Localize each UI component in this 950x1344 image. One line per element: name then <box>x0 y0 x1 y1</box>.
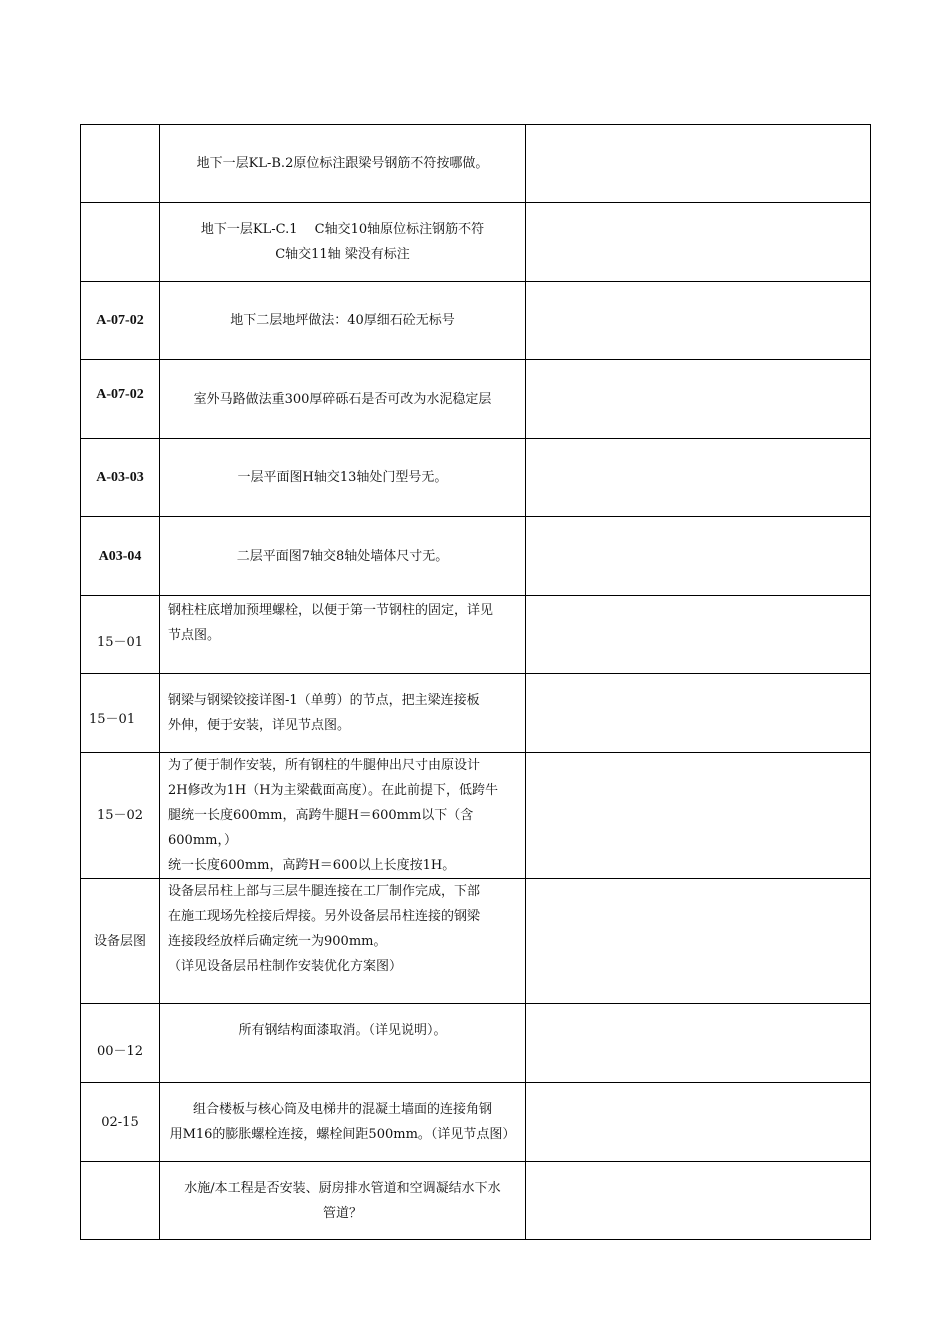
table-row <box>81 439 871 517</box>
issue-description-cell <box>160 879 526 1004</box>
description-line: C轴交11轴 梁没有标注 <box>275 247 410 262</box>
drawing-number-cell: 设备层图 <box>81 879 160 1004</box>
drawing-number-cell <box>81 1162 160 1240</box>
response-cell <box>526 517 871 596</box>
description-line: 统一长度600mm，高跨H＝600以上长度按1H。 <box>168 858 456 873</box>
description-line: 在施工现场先栓接后焊接。另外设备层吊柱连接的钢梁 <box>168 909 481 924</box>
drawing-number-cell: 02-15 <box>81 1083 160 1162</box>
response-cell <box>526 1162 871 1240</box>
response-cell <box>526 203 871 282</box>
description-line: 水施/本工程是否安装、厨房排水管道和空调凝结水下水 <box>184 1180 501 1196</box>
issue-description-cell <box>160 753 526 879</box>
issue-description-cell <box>160 203 526 282</box>
description-line: 2H修改为1H（H为主梁截面高度）。在此前提下，低跨牛 <box>168 783 499 798</box>
issue-description-cell <box>160 360 526 439</box>
table-row <box>81 1162 871 1240</box>
table-row <box>81 517 871 596</box>
response-cell <box>526 674 871 753</box>
drawing-number-cell: A03-04 <box>81 517 160 596</box>
description-line: 二层平面图7轴交8轴处墙体尺寸无。 <box>236 548 449 564</box>
issue-description-cell <box>160 517 526 596</box>
table-row <box>81 125 871 203</box>
issue-description-cell <box>160 1004 526 1083</box>
drawing-number-cell: 15－01 <box>81 674 160 753</box>
description-line: 所有钢结构面漆取消。（详见说明）。 <box>238 1023 447 1038</box>
description-line: 用M16的膨胀螺栓连接，螺栓间距500mm。（详见节点图） <box>169 1127 516 1142</box>
issue-description-cell <box>160 596 526 674</box>
drawing-number-cell: 00－12 <box>81 1004 160 1083</box>
description-line: 连接段经放样后确定统一为900mm。 <box>168 934 387 949</box>
response-cell <box>526 439 871 517</box>
issue-description-cell <box>160 125 526 203</box>
response-cell <box>526 1083 871 1162</box>
description-line: 管道？ <box>322 1205 362 1221</box>
response-cell <box>526 879 871 1004</box>
description-line: 设备层吊柱上部与三层牛腿连接在工厂制作完成，下部 <box>168 884 481 899</box>
table-row <box>81 1083 871 1162</box>
response-cell <box>526 596 871 674</box>
issue-description-cell <box>160 1162 526 1240</box>
description-line: 钢梁与钢梁铰接详图-1（单剪）的节点，把主梁连接板 <box>168 693 480 708</box>
table-row <box>81 596 871 674</box>
description-line: 室外马路做法重300厚碎砾石是否可改为水泥稳定层 <box>193 391 492 407</box>
drawing-number-cell: 15－01 <box>81 596 160 674</box>
description-line: 外伸，便于安装，详见节点图。 <box>168 718 351 733</box>
description-line: 地下二层地坪做法：40厚细石砼无标号 <box>230 313 455 328</box>
response-cell <box>526 125 871 203</box>
response-cell <box>526 282 871 360</box>
table-row <box>81 753 871 879</box>
table-row <box>81 360 871 439</box>
issue-description-cell <box>160 282 526 360</box>
description-line: （详见设备层吊柱制作安装优化方案图） <box>168 959 403 974</box>
description-line: 地下一层KL-B.2原位标注跟梁号钢筋不符按哪做。 <box>196 156 489 171</box>
table-row <box>81 282 871 360</box>
issue-description-cell <box>160 439 526 517</box>
drawing-number-cell <box>81 125 160 203</box>
description-line: 腿统一长度600mm，高跨牛腿H＝600mm以下（含600mm，） <box>168 808 474 848</box>
issue-description-cell <box>160 674 526 753</box>
description-line: 钢柱柱底增加预埋螺栓，以便于第一节钢柱的固定，详见 <box>168 603 494 618</box>
table-row <box>81 203 871 282</box>
response-cell <box>526 753 871 879</box>
table-row <box>81 879 871 1004</box>
description-line: 为了便于制作安装，所有钢柱的牛腿伸出尺寸由原设计 <box>168 758 481 773</box>
drawing-number-cell: A-07-02 <box>81 360 160 439</box>
drawing-number-cell <box>81 203 160 282</box>
response-cell <box>526 1004 871 1083</box>
table-row <box>81 1004 871 1083</box>
description-line: 组合楼板与核心筒及电梯井的混凝土墙面的连接角钢 <box>192 1102 492 1117</box>
drawing-number-cell: A-07-02 <box>81 282 160 360</box>
response-cell <box>526 360 871 439</box>
document-table <box>80 124 871 1240</box>
drawing-number-cell: A-03-03 <box>81 439 160 517</box>
description-line: 节点图。 <box>168 628 221 643</box>
issue-description-cell <box>160 1083 526 1162</box>
description-line: 地下一层KL-C.1 C轴交10轴原位标注钢筋不符 <box>200 222 485 237</box>
description-line: 一层平面图H轴交13轴处门型号无。 <box>237 470 448 485</box>
drawing-number-cell: 15－02 <box>81 753 160 879</box>
table-row <box>81 674 871 753</box>
